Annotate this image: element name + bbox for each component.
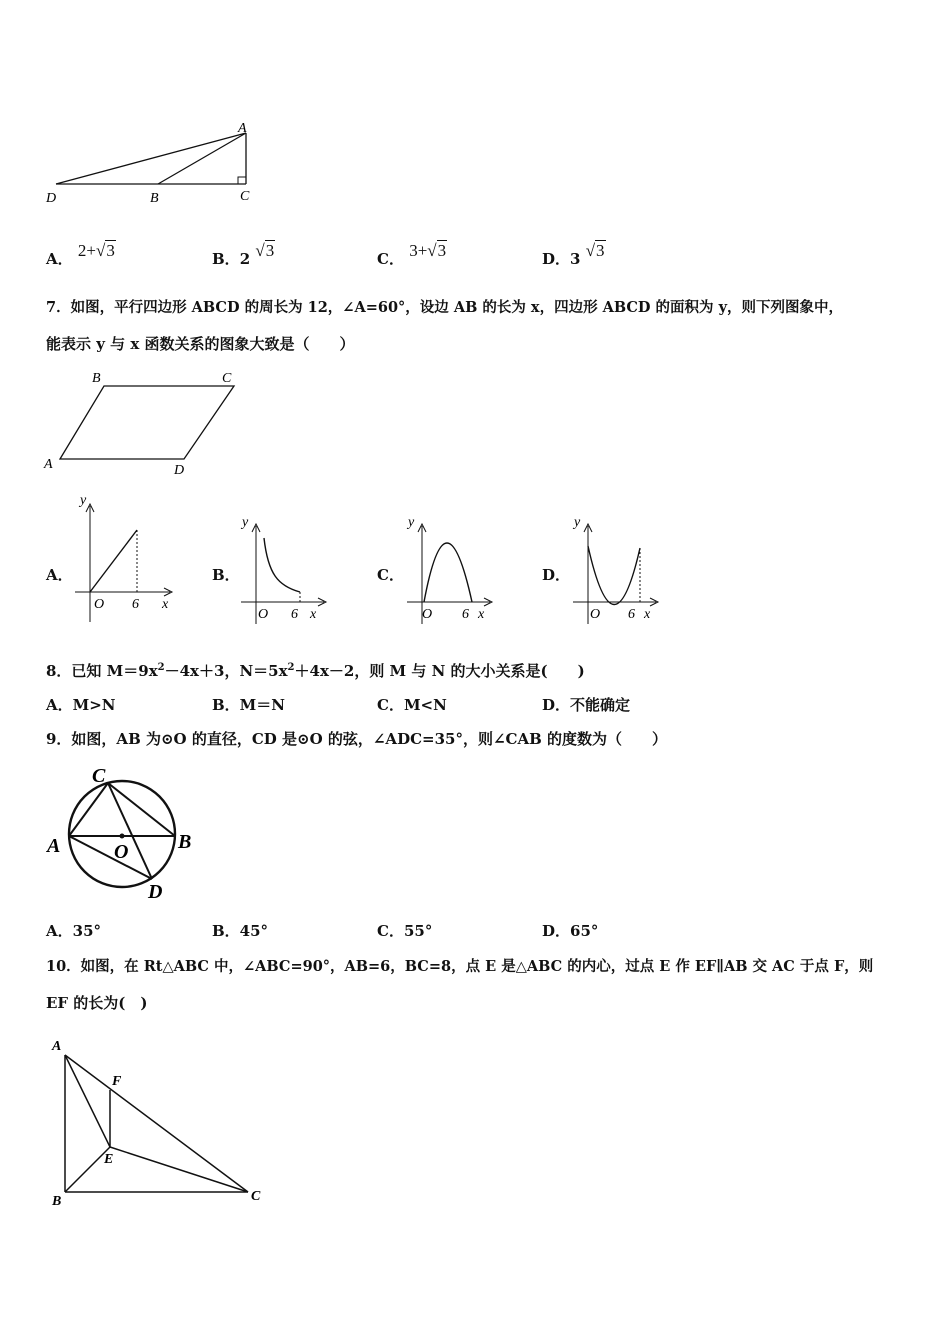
q7-graph-a-x-label: x: [162, 597, 169, 612]
q7-label-a: A: [44, 457, 53, 472]
q7-graph-b-six: 6: [291, 607, 298, 622]
q7-graph-a: [70, 492, 180, 627]
q7-option-b: B．: [212, 566, 240, 584]
q10-question-line2: EF 的长为( ): [46, 994, 148, 1012]
q10-label-f: F: [112, 1074, 122, 1089]
q6-option-b-letter: B．: [212, 250, 240, 268]
q10-label-c: C: [251, 1189, 261, 1204]
q6-label-b: B: [150, 191, 159, 206]
q6-label-d: D: [46, 191, 57, 206]
q6-option-b: [212, 241, 275, 269]
q6-label-c: C: [240, 189, 250, 204]
q6-option-c-value: 3+√3: [409, 241, 447, 260]
q10-triangle-figure: [40, 1035, 280, 1210]
q7-label-c: C: [222, 371, 232, 386]
q6-option-d-value: √3: [585, 241, 605, 260]
q7-graph-d-y-label: y: [574, 515, 581, 530]
q10-label-b: B: [52, 1194, 62, 1209]
q7-graph-d-x-label: x: [644, 607, 651, 622]
q6-option-c-root: 3: [437, 241, 447, 260]
q7-graph-d: [568, 514, 663, 629]
q7-graph-b: [236, 514, 331, 629]
q8-option-c: C．M<N: [377, 696, 447, 714]
q7-graph-c-y-label: y: [408, 515, 415, 530]
q8-text-mid: －4x＋3，N＝5x: [164, 662, 288, 680]
q8-sup1: 2: [157, 662, 165, 673]
q7-option-a: A．: [46, 566, 73, 584]
q7-graph-c-x-label: x: [478, 607, 485, 622]
q6-triangle-figure: [40, 118, 270, 210]
q9-label-d: D: [148, 881, 163, 903]
q7-question-line2: 能表示 y 与 x 函数关系的图象大致是（ ）: [46, 335, 355, 353]
q7-graph-a-y-label: y: [80, 493, 87, 508]
q7-option-d: D．: [542, 566, 571, 584]
q7-parallelogram-figure: [40, 368, 240, 480]
q6-option-d-prefix: 3: [570, 250, 586, 268]
q6-option-b-prefix: 2: [239, 250, 256, 268]
q8-option-a: A．M>N: [46, 696, 116, 714]
q7-graph-d-origin: O: [590, 607, 601, 622]
q6-option-d: [542, 241, 606, 269]
q9-label-a: A: [47, 835, 61, 857]
q6-option-a-root: 3: [106, 241, 115, 260]
q6-label-a: A: [238, 121, 247, 136]
q6-option-c-letter: C．: [377, 250, 404, 268]
q9-option-a: A．35°: [46, 922, 102, 940]
q7-question-line1: 7．如图，平行四边形 ABCD 的周长为 12，∠A=60°，设边 AB 的长为 x，四边形 ABCD 的面积为 y，则下列图象中，: [46, 299, 844, 316]
q7-graph-a-six: 6: [132, 597, 139, 612]
q7-graph-c: [402, 514, 497, 629]
q9-option-d: D．65°: [542, 922, 599, 940]
q9-circle-figure: [40, 762, 210, 907]
q7-graph-c-origin: O: [422, 607, 433, 622]
q6-option-b-root: 3: [265, 241, 275, 260]
q7-graph-d-six: 6: [628, 607, 635, 622]
q6-option-c-prefix: 3+: [409, 241, 428, 260]
q6-option-c: [377, 241, 447, 269]
q6-option-b-value: √3: [255, 241, 275, 260]
q8-sup2: 2: [287, 662, 295, 673]
q6-option-d-root: 3: [596, 241, 605, 260]
q6-option-d-letter: D．: [542, 250, 571, 268]
q7-graph-a-origin: O: [94, 597, 105, 612]
q7-label-d: D: [174, 463, 185, 478]
q8-question: [46, 660, 585, 681]
q9-option-c: C．55°: [377, 922, 433, 940]
q7-graph-b-y-label: y: [242, 515, 249, 530]
q9-label-b: B: [178, 831, 192, 853]
q7-graph-b-x-label: x: [310, 607, 317, 622]
q6-option-a-value: 2+√3: [77, 241, 115, 260]
q9-question: 9．如图，AB 为⊙O 的直径，CD 是⊙O 的弦，∠ADC=35°，则∠CAB 的度数为（ ）: [46, 730, 668, 748]
q6-option-a-letter: A．: [46, 250, 73, 268]
q6-option-a-prefix: 2+: [77, 241, 96, 260]
q9-label-o: O: [114, 841, 129, 863]
q8-option-b: B．M＝N: [212, 696, 285, 714]
q7-graph-c-six: 6: [462, 607, 469, 622]
q6-option-a: [46, 241, 116, 269]
q7-graph-b-origin: O: [258, 607, 269, 622]
q8-text-pre: 8．已知 M＝9x: [46, 662, 158, 680]
q7-option-c: C．: [377, 566, 404, 584]
q7-label-b: B: [92, 371, 101, 386]
q10-question-line1: 10．如图，在 Rt△ABC 中，∠ABC=90°，AB=6，BC=8，点 E 是△ABC 的内心，过点 E 作 EF∥AB 交 AC 于点 F，则: [46, 958, 874, 975]
q10-label-a: A: [52, 1039, 62, 1054]
q9-label-c: C: [92, 765, 106, 787]
q8-text-post: ＋4x－2，则 M 与 N 的大小关系是( ): [294, 662, 585, 680]
q9-option-b: B．45°: [212, 922, 269, 940]
q8-option-d: D．不能确定: [542, 696, 631, 714]
q10-label-e: E: [104, 1152, 114, 1167]
